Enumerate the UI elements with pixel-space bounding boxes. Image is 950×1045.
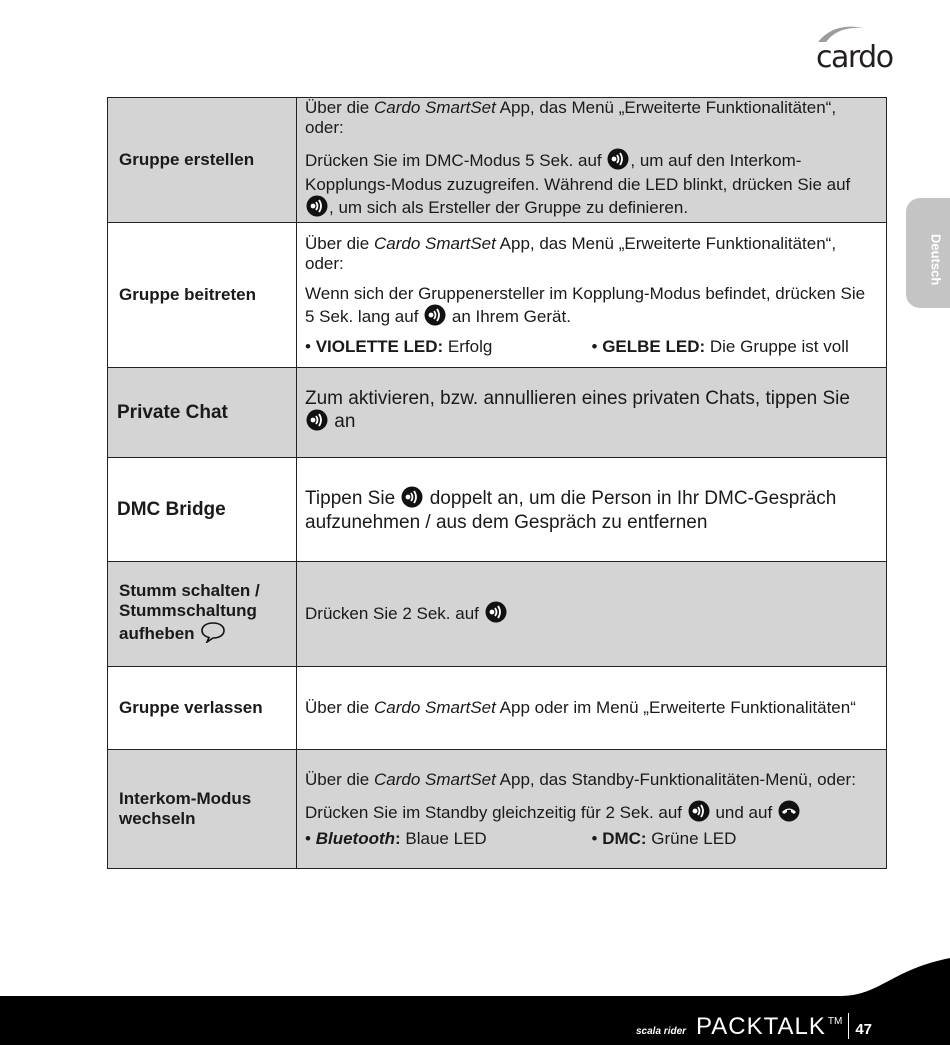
speech-bubble-icon	[200, 621, 226, 648]
page-number: 47	[855, 1021, 873, 1038]
led-blue: • Bluetooth: Blaue LED	[305, 828, 487, 848]
row-text: Zum aktivieren, bzw. annullieren eines privaten Chats, tippen Sie an	[297, 368, 887, 458]
row-text: Über die Cardo SmartSet App, das Menü „Erweiterte Funktionalitäten“, oder: Wenn sich der Gruppenersteller im Kopplung-Modus befindet, drücken Sie 5 Sek. lang auf an Ihrem Gerät. • VIOLETTE LED: Erfolg • GELBE LED: Die Gruppe ist voll	[297, 223, 887, 368]
row-text: Über die Cardo SmartSet App, das Menü „Erweiterte Funktionalitäten“, oder: Drücken Sie im DMC-Modus 5 Sek. auf , um auf den Interkom-Kopplungs-Modus zuzugreifen. Während die LED blinkt, drücken Sie auf , um sich als Ersteller der Gruppe zu definieren.	[297, 98, 887, 223]
trademark: TM	[827, 1016, 843, 1027]
intercom-button-icon	[424, 304, 446, 331]
language-tab	[906, 198, 950, 308]
row-text: Über die Cardo SmartSet App oder im Menü „Erweiterte Funktionalitäten“	[297, 667, 887, 750]
row-label: Private Chat	[108, 368, 297, 458]
row-label: Gruppe erstellen	[108, 98, 297, 223]
row-text: Über die Cardo SmartSet App, das Standby-Funktionalitäten-Menü, oder: Drücken Sie im Standby gleichzeitig für 2 Sek. auf und auf • Bluetooth: Blaue LED • DMC: Grüne LED	[297, 750, 887, 869]
row-text: Drücken Sie 2 Sek. auf	[297, 562, 887, 667]
led-violet: • VIOLETTE LED: Erfolg	[305, 336, 493, 356]
row-label: Stumm schalten / Stummschaltung aufheben	[108, 562, 297, 667]
series-name: scala rider	[636, 1026, 687, 1037]
intercom-button-icon	[401, 486, 423, 513]
table-row	[108, 98, 887, 223]
row-text: Tippen Sie doppelt an, um die Person in Ihr DMC-Gespräch aufzunehmen / aus dem Gespräch zu entfernen	[297, 458, 887, 562]
row-label: Interkom-Modus wechseln	[108, 750, 297, 869]
intercom-button-icon	[306, 195, 328, 222]
footer-divider	[848, 1013, 849, 1039]
cardo-logo	[808, 22, 892, 74]
row-label: Gruppe beitreten	[108, 223, 297, 368]
function-table	[107, 97, 887, 869]
table-row	[108, 368, 887, 458]
led-green: • DMC: Grüne LED	[591, 828, 737, 848]
footer-brand	[636, 1008, 872, 1041]
table-row	[108, 458, 887, 562]
row-label: Gruppe verlassen	[108, 667, 297, 750]
language-tab-label: Deutsch	[928, 234, 944, 286]
intercom-button-icon	[688, 800, 710, 827]
row-label: DMC Bridge	[108, 458, 297, 562]
table-row	[108, 562, 887, 667]
cardo-logo-text: cardo	[816, 40, 893, 75]
product-name: PACKTALK	[696, 1013, 826, 1040]
intercom-button-icon	[607, 148, 629, 175]
table-row	[108, 667, 887, 750]
table-row	[108, 223, 887, 368]
led-yellow: • GELBE LED: Die Gruppe ist voll	[591, 336, 849, 356]
table-row	[108, 750, 887, 869]
intercom-button-icon	[306, 409, 328, 436]
intercom-button-icon	[485, 601, 507, 628]
phone-button-icon	[778, 800, 800, 827]
